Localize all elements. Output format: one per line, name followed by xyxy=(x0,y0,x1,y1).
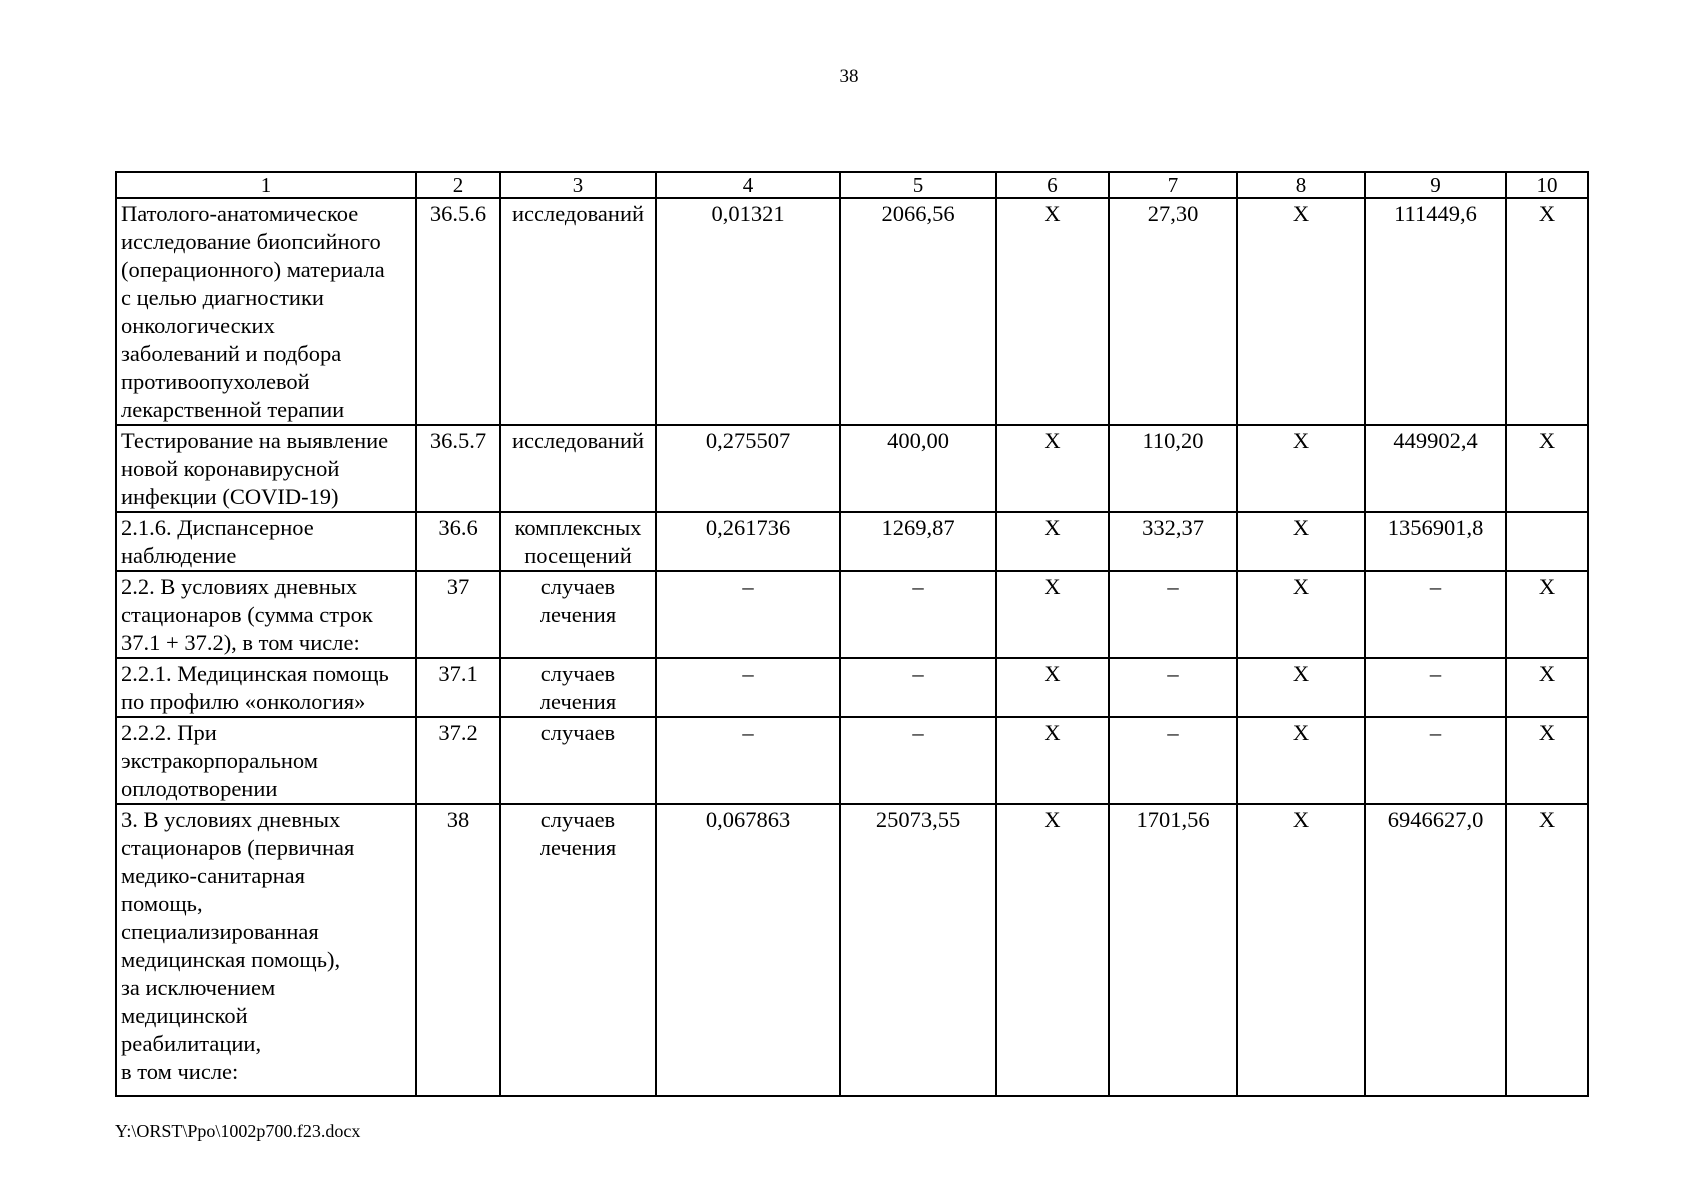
table-cell: 449902,4 xyxy=(1365,425,1506,512)
table-cell: исследований xyxy=(500,198,656,425)
table-cell: 332,37 xyxy=(1109,512,1237,571)
table-cell: – xyxy=(1109,571,1237,658)
table-cell: комплексных посещений xyxy=(500,512,656,571)
table-cell: Х xyxy=(996,804,1109,1096)
header-cell: 7 xyxy=(1109,172,1237,198)
table-cell: 27,30 xyxy=(1109,198,1237,425)
page-number: 38 xyxy=(839,66,859,87)
table-cell: 36.6 xyxy=(416,512,500,571)
header-cell: 4 xyxy=(656,172,840,198)
table-cell: 110,20 xyxy=(1109,425,1237,512)
header-cell: 2 xyxy=(416,172,500,198)
row-label-cell: 3. В условиях дневных стационаров (первичная медико-санитарная помощь, специализированная медицинская помощь), за исключением медицинской реабилитации, в том числе: xyxy=(116,804,416,1096)
table-row xyxy=(116,804,1588,1096)
table-cell: Х xyxy=(1237,198,1365,425)
table-cell: 1701,56 xyxy=(1109,804,1237,1096)
table-cell: 6946627,0 xyxy=(1365,804,1506,1096)
table-cell: – xyxy=(840,717,996,804)
table-row xyxy=(116,658,1588,717)
table-cell: – xyxy=(1365,571,1506,658)
table-row xyxy=(116,425,1588,512)
table-row xyxy=(116,512,1588,571)
table-cell: 37.2 xyxy=(416,717,500,804)
table-cell: 111449,6 xyxy=(1365,198,1506,425)
table-cell: 1356901,8 xyxy=(1365,512,1506,571)
table-cell: 36.5.6 xyxy=(416,198,500,425)
table-cell: Х xyxy=(1237,717,1365,804)
row-label-cell: Тестирование на выявление новой коронавирусной инфекции (COVID-19) xyxy=(116,425,416,512)
table-cell: Х xyxy=(996,571,1109,658)
table-row xyxy=(116,717,1588,804)
table-cell: – xyxy=(656,571,840,658)
table-cell: Х xyxy=(1506,804,1588,1096)
data-table xyxy=(115,171,1589,1097)
table-cell: 36.5.7 xyxy=(416,425,500,512)
table-cell: – xyxy=(1365,717,1506,804)
table-cell: 0,275507 xyxy=(656,425,840,512)
table-cell: случаев лечения xyxy=(500,571,656,658)
table-cell: случаев xyxy=(500,717,656,804)
table-cell: Х xyxy=(1237,425,1365,512)
table-cell: Х xyxy=(1237,658,1365,717)
table-cell: Х xyxy=(1506,571,1588,658)
table-cell: Х xyxy=(996,717,1109,804)
table-cell: – xyxy=(1109,717,1237,804)
table-cell: 0,067863 xyxy=(656,804,840,1096)
table-cell: – xyxy=(656,717,840,804)
table-cell: – xyxy=(840,658,996,717)
row-label-cell: 2.2. В условиях дневных стационаров (сумма строк 37.1 + 37.2), в том числе: xyxy=(116,571,416,658)
row-label-cell: 2.1.6. Диспансерное наблюдение xyxy=(116,512,416,571)
table-row xyxy=(116,198,1588,425)
header-cell: 6 xyxy=(996,172,1109,198)
table-row xyxy=(116,571,1588,658)
header-cell: 10 xyxy=(1506,172,1588,198)
table-cell: Х xyxy=(1237,512,1365,571)
table-cell: Х xyxy=(996,198,1109,425)
table-cell: 1269,87 xyxy=(840,512,996,571)
table-cell: Х xyxy=(996,658,1109,717)
table-cell: Х xyxy=(1506,717,1588,804)
table-cell: Х xyxy=(1237,804,1365,1096)
table-cell: Х xyxy=(996,425,1109,512)
table-cell: Х xyxy=(1506,658,1588,717)
table-cell: случаев лечения xyxy=(500,658,656,717)
table-cell: 38 xyxy=(416,804,500,1096)
table-cell: – xyxy=(1365,658,1506,717)
header-cell: 1 xyxy=(116,172,416,198)
table-cell: 2066,56 xyxy=(840,198,996,425)
table-cell: – xyxy=(656,658,840,717)
table-cell xyxy=(1506,512,1588,571)
table-cell: 400,00 xyxy=(840,425,996,512)
row-label-cell: 2.2.1. Медицинская помощь по профилю «онкология» xyxy=(116,658,416,717)
table-cell: Х xyxy=(1506,425,1588,512)
header-cell: 8 xyxy=(1237,172,1365,198)
table-cell: Х xyxy=(996,512,1109,571)
footer-file-path: Y:\ORST\Ppo\1002p700.f23.docx xyxy=(115,1121,361,1141)
header-cell: 9 xyxy=(1365,172,1506,198)
table-header-row xyxy=(116,172,1588,198)
table-cell: 25073,55 xyxy=(840,804,996,1096)
table-cell: – xyxy=(1109,658,1237,717)
header-cell: 5 xyxy=(840,172,996,198)
table-cell: Х xyxy=(1506,198,1588,425)
table-cell: 0,261736 xyxy=(656,512,840,571)
table-cell: случаев лечения xyxy=(500,804,656,1096)
table-cell: 0,01321 xyxy=(656,198,840,425)
table-cell: 37.1 xyxy=(416,658,500,717)
row-label-cell: 2.2.2. При экстракорпоральном оплодотворении xyxy=(116,717,416,804)
table-cell: Х xyxy=(1237,571,1365,658)
table-cell: исследований xyxy=(500,425,656,512)
table-cell: – xyxy=(840,571,996,658)
table-cell: 37 xyxy=(416,571,500,658)
row-label-cell: Патолого-анатомическое исследование биопсийного (операционного) материала с целью диагностики онкологических заболеваний и подбора противоопухолевой лекарственной терапии xyxy=(116,198,416,425)
header-cell: 3 xyxy=(500,172,656,198)
